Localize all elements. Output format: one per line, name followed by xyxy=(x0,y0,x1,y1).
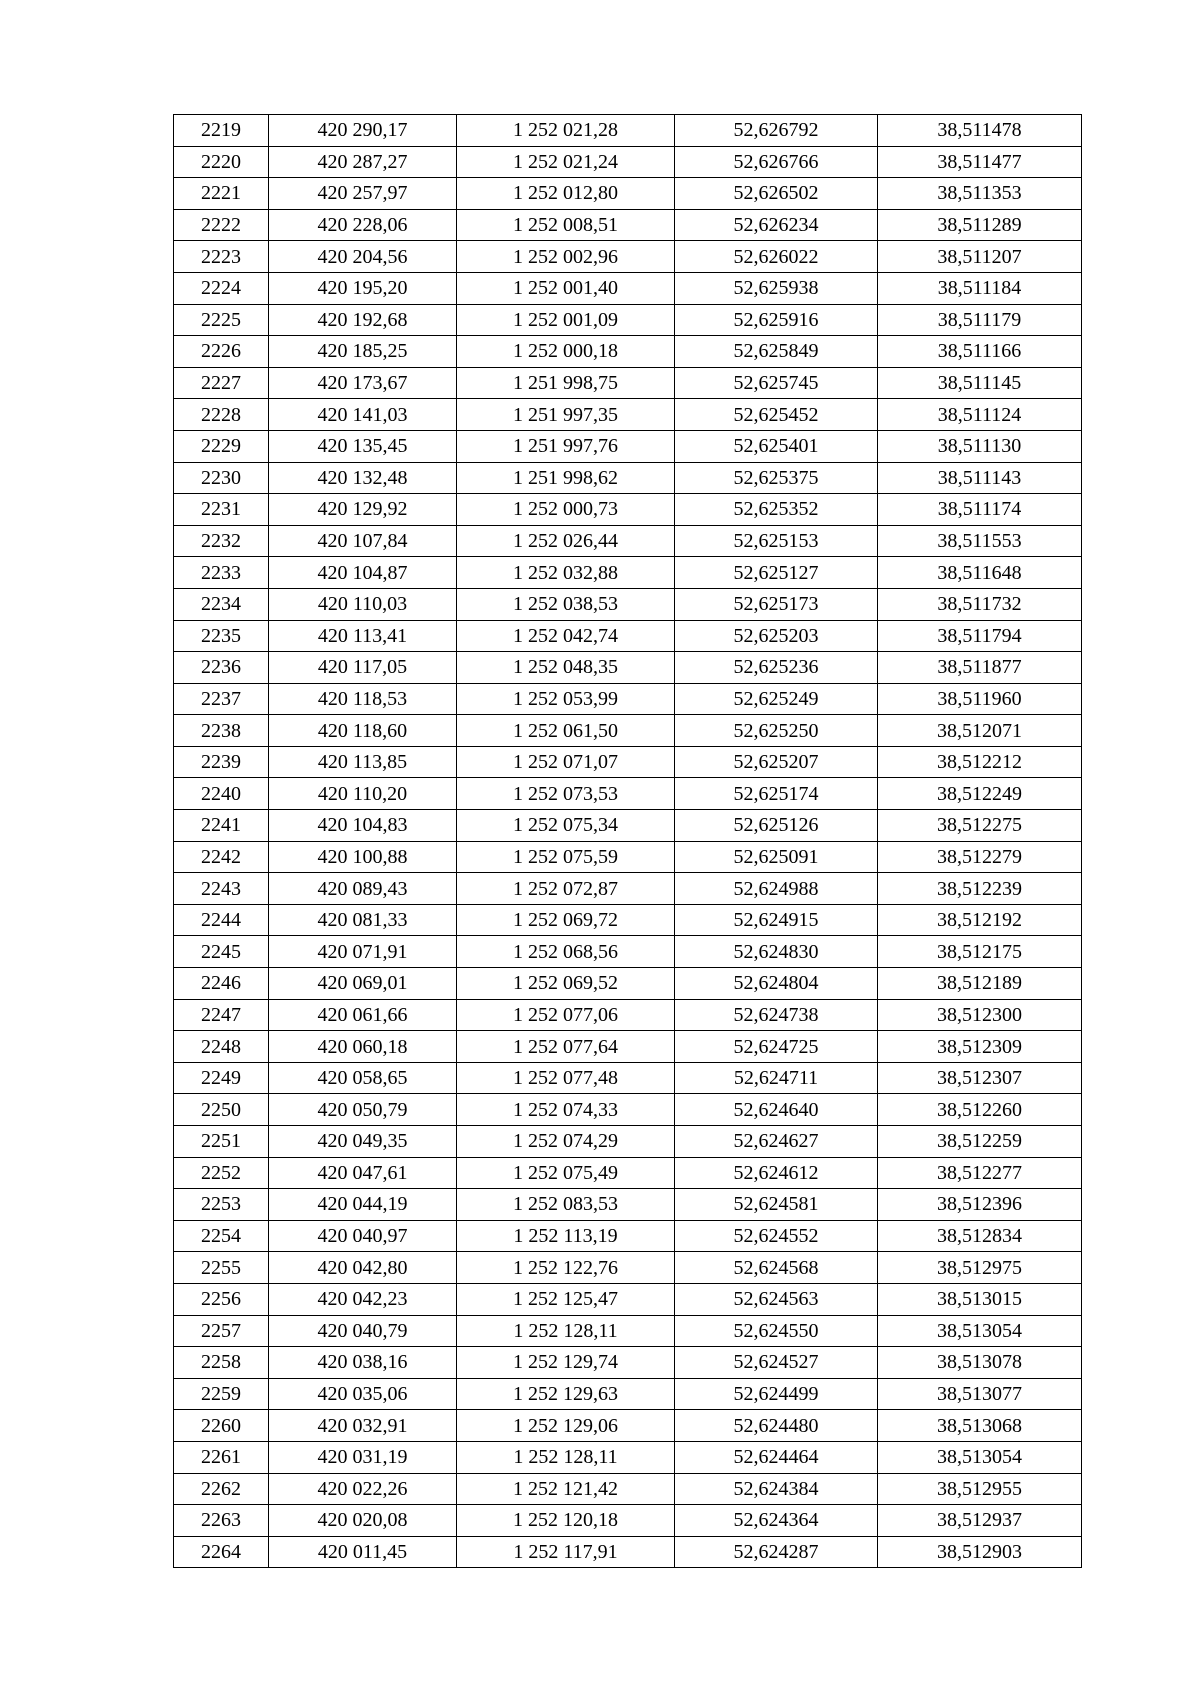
table-row xyxy=(174,873,1082,905)
table-row xyxy=(174,904,1082,936)
table-row xyxy=(174,1126,1082,1158)
x-coordinate-cell: 420 118,60 xyxy=(269,715,457,747)
table-row xyxy=(174,462,1082,494)
y-coordinate-cell: 1 252 073,53 xyxy=(457,778,675,810)
y-coordinate-cell: 1 252 048,35 xyxy=(457,652,675,684)
table-row xyxy=(174,1094,1082,1126)
latitude-cell: 52,624464 xyxy=(675,1441,878,1473)
latitude-cell: 52,624830 xyxy=(675,936,878,968)
point-number-cell: 2230 xyxy=(174,462,269,494)
latitude-cell: 52,625203 xyxy=(675,620,878,652)
longitude-cell: 38,512212 xyxy=(878,746,1082,778)
longitude-cell: 38,512071 xyxy=(878,715,1082,747)
x-coordinate-cell: 420 047,61 xyxy=(269,1157,457,1189)
point-number-cell: 2257 xyxy=(174,1315,269,1347)
table-row xyxy=(174,652,1082,684)
point-number-cell: 2241 xyxy=(174,810,269,842)
x-coordinate-cell: 420 104,83 xyxy=(269,810,457,842)
y-coordinate-cell: 1 252 075,59 xyxy=(457,841,675,873)
table-row xyxy=(174,1315,1082,1347)
y-coordinate-cell: 1 252 128,11 xyxy=(457,1315,675,1347)
table-row xyxy=(174,1473,1082,1505)
y-coordinate-cell: 1 252 072,87 xyxy=(457,873,675,905)
x-coordinate-cell: 420 031,19 xyxy=(269,1441,457,1473)
table-row xyxy=(174,494,1082,526)
point-number-cell: 2262 xyxy=(174,1473,269,1505)
table-row xyxy=(174,1441,1082,1473)
latitude-cell: 52,625207 xyxy=(675,746,878,778)
point-number-cell: 2232 xyxy=(174,525,269,557)
table-row xyxy=(174,715,1082,747)
table-row xyxy=(174,272,1082,304)
table-row xyxy=(174,778,1082,810)
y-coordinate-cell: 1 251 997,35 xyxy=(457,399,675,431)
coordinates-table-body xyxy=(174,115,1082,1568)
latitude-cell: 52,625174 xyxy=(675,778,878,810)
point-number-cell: 2240 xyxy=(174,778,269,810)
y-coordinate-cell: 1 252 012,80 xyxy=(457,178,675,210)
latitude-cell: 52,626234 xyxy=(675,209,878,241)
x-coordinate-cell: 420 204,56 xyxy=(269,241,457,273)
longitude-cell: 38,512955 xyxy=(878,1473,1082,1505)
x-coordinate-cell: 420 038,16 xyxy=(269,1347,457,1379)
y-coordinate-cell: 1 252 026,44 xyxy=(457,525,675,557)
latitude-cell: 52,624988 xyxy=(675,873,878,905)
latitude-cell: 52,624711 xyxy=(675,1062,878,1094)
x-coordinate-cell: 420 135,45 xyxy=(269,430,457,462)
point-number-cell: 2259 xyxy=(174,1378,269,1410)
longitude-cell: 38,512277 xyxy=(878,1157,1082,1189)
x-coordinate-cell: 420 185,25 xyxy=(269,336,457,368)
longitude-cell: 38,512175 xyxy=(878,936,1082,968)
longitude-cell: 38,512260 xyxy=(878,1094,1082,1126)
x-coordinate-cell: 420 173,67 xyxy=(269,367,457,399)
point-number-cell: 2221 xyxy=(174,178,269,210)
point-number-cell: 2239 xyxy=(174,746,269,778)
x-coordinate-cell: 420 089,43 xyxy=(269,873,457,905)
point-number-cell: 2226 xyxy=(174,336,269,368)
longitude-cell: 38,511166 xyxy=(878,336,1082,368)
point-number-cell: 2252 xyxy=(174,1157,269,1189)
table-row xyxy=(174,115,1082,147)
table-row xyxy=(174,336,1082,368)
y-coordinate-cell: 1 252 008,51 xyxy=(457,209,675,241)
longitude-cell: 38,512259 xyxy=(878,1126,1082,1158)
table-row xyxy=(174,841,1082,873)
longitude-cell: 38,511124 xyxy=(878,399,1082,431)
table-row xyxy=(174,367,1082,399)
latitude-cell: 52,625916 xyxy=(675,304,878,336)
latitude-cell: 52,625745 xyxy=(675,367,878,399)
table-row xyxy=(174,1536,1082,1568)
x-coordinate-cell: 420 020,08 xyxy=(269,1505,457,1537)
longitude-cell: 38,511179 xyxy=(878,304,1082,336)
latitude-cell: 52,624804 xyxy=(675,968,878,1000)
y-coordinate-cell: 1 252 075,34 xyxy=(457,810,675,842)
point-number-cell: 2263 xyxy=(174,1505,269,1537)
x-coordinate-cell: 420 022,26 xyxy=(269,1473,457,1505)
longitude-cell: 38,512239 xyxy=(878,873,1082,905)
point-number-cell: 2238 xyxy=(174,715,269,747)
y-coordinate-cell: 1 252 021,24 xyxy=(457,146,675,178)
table-row xyxy=(174,1189,1082,1221)
point-number-cell: 2255 xyxy=(174,1252,269,1284)
point-number-cell: 2227 xyxy=(174,367,269,399)
point-number-cell: 2228 xyxy=(174,399,269,431)
y-coordinate-cell: 1 252 120,18 xyxy=(457,1505,675,1537)
table-row xyxy=(174,1220,1082,1252)
latitude-cell: 52,626766 xyxy=(675,146,878,178)
point-number-cell: 2264 xyxy=(174,1536,269,1568)
point-number-cell: 2223 xyxy=(174,241,269,273)
point-number-cell: 2250 xyxy=(174,1094,269,1126)
table-row xyxy=(174,968,1082,1000)
latitude-cell: 52,624725 xyxy=(675,1031,878,1063)
x-coordinate-cell: 420 129,92 xyxy=(269,494,457,526)
longitude-cell: 38,513054 xyxy=(878,1315,1082,1347)
y-coordinate-cell: 1 252 042,74 xyxy=(457,620,675,652)
latitude-cell: 52,625352 xyxy=(675,494,878,526)
x-coordinate-cell: 420 040,79 xyxy=(269,1315,457,1347)
x-coordinate-cell: 420 107,84 xyxy=(269,525,457,557)
longitude-cell: 38,512307 xyxy=(878,1062,1082,1094)
latitude-cell: 52,625091 xyxy=(675,841,878,873)
y-coordinate-cell: 1 251 998,75 xyxy=(457,367,675,399)
longitude-cell: 38,511174 xyxy=(878,494,1082,526)
longitude-cell: 38,512396 xyxy=(878,1189,1082,1221)
longitude-cell: 38,511732 xyxy=(878,588,1082,620)
latitude-cell: 52,625375 xyxy=(675,462,878,494)
point-number-cell: 2258 xyxy=(174,1347,269,1379)
y-coordinate-cell: 1 252 074,33 xyxy=(457,1094,675,1126)
latitude-cell: 52,625127 xyxy=(675,557,878,589)
y-coordinate-cell: 1 252 053,99 xyxy=(457,683,675,715)
point-number-cell: 2242 xyxy=(174,841,269,873)
longitude-cell: 38,513015 xyxy=(878,1283,1082,1315)
x-coordinate-cell: 420 058,65 xyxy=(269,1062,457,1094)
table-row xyxy=(174,1347,1082,1379)
latitude-cell: 52,624480 xyxy=(675,1410,878,1442)
longitude-cell: 38,512975 xyxy=(878,1252,1082,1284)
longitude-cell: 38,511794 xyxy=(878,620,1082,652)
x-coordinate-cell: 420 071,91 xyxy=(269,936,457,968)
x-coordinate-cell: 420 195,20 xyxy=(269,272,457,304)
latitude-cell: 52,626022 xyxy=(675,241,878,273)
latitude-cell: 52,624915 xyxy=(675,904,878,936)
y-coordinate-cell: 1 252 069,52 xyxy=(457,968,675,1000)
table-row xyxy=(174,999,1082,1031)
y-coordinate-cell: 1 252 077,06 xyxy=(457,999,675,1031)
table-row xyxy=(174,241,1082,273)
latitude-cell: 52,624640 xyxy=(675,1094,878,1126)
y-coordinate-cell: 1 252 117,91 xyxy=(457,1536,675,1568)
x-coordinate-cell: 420 035,06 xyxy=(269,1378,457,1410)
point-number-cell: 2233 xyxy=(174,557,269,589)
x-coordinate-cell: 420 110,03 xyxy=(269,588,457,620)
y-coordinate-cell: 1 252 129,74 xyxy=(457,1347,675,1379)
latitude-cell: 52,624581 xyxy=(675,1189,878,1221)
point-number-cell: 2237 xyxy=(174,683,269,715)
table-row xyxy=(174,209,1082,241)
latitude-cell: 52,625153 xyxy=(675,525,878,557)
x-coordinate-cell: 420 069,01 xyxy=(269,968,457,1000)
y-coordinate-cell: 1 252 083,53 xyxy=(457,1189,675,1221)
point-number-cell: 2220 xyxy=(174,146,269,178)
table-row xyxy=(174,1031,1082,1063)
longitude-cell: 38,513068 xyxy=(878,1410,1082,1442)
y-coordinate-cell: 1 252 074,29 xyxy=(457,1126,675,1158)
y-coordinate-cell: 1 252 121,42 xyxy=(457,1473,675,1505)
longitude-cell: 38,511648 xyxy=(878,557,1082,589)
longitude-cell: 38,511960 xyxy=(878,683,1082,715)
table-row xyxy=(174,1283,1082,1315)
point-number-cell: 2256 xyxy=(174,1283,269,1315)
x-coordinate-cell: 420 100,88 xyxy=(269,841,457,873)
y-coordinate-cell: 1 252 032,88 xyxy=(457,557,675,589)
longitude-cell: 38,511130 xyxy=(878,430,1082,462)
latitude-cell: 52,624738 xyxy=(675,999,878,1031)
point-number-cell: 2236 xyxy=(174,652,269,684)
x-coordinate-cell: 420 042,80 xyxy=(269,1252,457,1284)
latitude-cell: 52,624527 xyxy=(675,1347,878,1379)
x-coordinate-cell: 420 110,20 xyxy=(269,778,457,810)
x-coordinate-cell: 420 044,19 xyxy=(269,1189,457,1221)
point-number-cell: 2231 xyxy=(174,494,269,526)
y-coordinate-cell: 1 252 113,19 xyxy=(457,1220,675,1252)
latitude-cell: 52,626502 xyxy=(675,178,878,210)
x-coordinate-cell: 420 287,27 xyxy=(269,146,457,178)
y-coordinate-cell: 1 252 128,11 xyxy=(457,1441,675,1473)
longitude-cell: 38,512903 xyxy=(878,1536,1082,1568)
longitude-cell: 38,513078 xyxy=(878,1347,1082,1379)
longitude-cell: 38,512300 xyxy=(878,999,1082,1031)
point-number-cell: 2225 xyxy=(174,304,269,336)
longitude-cell: 38,512192 xyxy=(878,904,1082,936)
point-number-cell: 2249 xyxy=(174,1062,269,1094)
table-row xyxy=(174,557,1082,589)
latitude-cell: 52,625849 xyxy=(675,336,878,368)
x-coordinate-cell: 420 104,87 xyxy=(269,557,457,589)
y-coordinate-cell: 1 251 998,62 xyxy=(457,462,675,494)
x-coordinate-cell: 420 011,45 xyxy=(269,1536,457,1568)
longitude-cell: 38,511478 xyxy=(878,115,1082,147)
x-coordinate-cell: 420 257,97 xyxy=(269,178,457,210)
latitude-cell: 52,625938 xyxy=(675,272,878,304)
y-coordinate-cell: 1 252 075,49 xyxy=(457,1157,675,1189)
point-number-cell: 2235 xyxy=(174,620,269,652)
y-coordinate-cell: 1 252 129,06 xyxy=(457,1410,675,1442)
point-number-cell: 2246 xyxy=(174,968,269,1000)
point-number-cell: 2261 xyxy=(174,1441,269,1473)
x-coordinate-cell: 420 290,17 xyxy=(269,115,457,147)
longitude-cell: 38,512249 xyxy=(878,778,1082,810)
y-coordinate-cell: 1 252 071,07 xyxy=(457,746,675,778)
latitude-cell: 52,626792 xyxy=(675,115,878,147)
x-coordinate-cell: 420 081,33 xyxy=(269,904,457,936)
x-coordinate-cell: 420 113,41 xyxy=(269,620,457,652)
y-coordinate-cell: 1 252 068,56 xyxy=(457,936,675,968)
table-row xyxy=(174,1157,1082,1189)
longitude-cell: 38,512834 xyxy=(878,1220,1082,1252)
x-coordinate-cell: 420 042,23 xyxy=(269,1283,457,1315)
point-number-cell: 2247 xyxy=(174,999,269,1031)
point-number-cell: 2254 xyxy=(174,1220,269,1252)
x-coordinate-cell: 420 192,68 xyxy=(269,304,457,336)
y-coordinate-cell: 1 252 125,47 xyxy=(457,1283,675,1315)
table-row xyxy=(174,178,1082,210)
y-coordinate-cell: 1 252 122,76 xyxy=(457,1252,675,1284)
y-coordinate-cell: 1 251 997,76 xyxy=(457,430,675,462)
longitude-cell: 38,511877 xyxy=(878,652,1082,684)
latitude-cell: 52,625173 xyxy=(675,588,878,620)
x-coordinate-cell: 420 228,06 xyxy=(269,209,457,241)
longitude-cell: 38,513077 xyxy=(878,1378,1082,1410)
x-coordinate-cell: 420 050,79 xyxy=(269,1094,457,1126)
point-number-cell: 2219 xyxy=(174,115,269,147)
point-number-cell: 2234 xyxy=(174,588,269,620)
x-coordinate-cell: 420 061,66 xyxy=(269,999,457,1031)
latitude-cell: 52,625126 xyxy=(675,810,878,842)
longitude-cell: 38,513054 xyxy=(878,1441,1082,1473)
table-row xyxy=(174,1378,1082,1410)
table-row xyxy=(174,683,1082,715)
x-coordinate-cell: 420 117,05 xyxy=(269,652,457,684)
latitude-cell: 52,624563 xyxy=(675,1283,878,1315)
y-coordinate-cell: 1 252 069,72 xyxy=(457,904,675,936)
longitude-cell: 38,512275 xyxy=(878,810,1082,842)
latitude-cell: 52,625401 xyxy=(675,430,878,462)
latitude-cell: 52,625250 xyxy=(675,715,878,747)
table-row xyxy=(174,304,1082,336)
point-number-cell: 2243 xyxy=(174,873,269,905)
table-row xyxy=(174,588,1082,620)
y-coordinate-cell: 1 252 000,73 xyxy=(457,494,675,526)
longitude-cell: 38,511353 xyxy=(878,178,1082,210)
x-coordinate-cell: 420 118,53 xyxy=(269,683,457,715)
x-coordinate-cell: 420 141,03 xyxy=(269,399,457,431)
latitude-cell: 52,624568 xyxy=(675,1252,878,1284)
latitude-cell: 52,625452 xyxy=(675,399,878,431)
latitude-cell: 52,624550 xyxy=(675,1315,878,1347)
y-coordinate-cell: 1 252 000,18 xyxy=(457,336,675,368)
y-coordinate-cell: 1 252 129,63 xyxy=(457,1378,675,1410)
point-number-cell: 2251 xyxy=(174,1126,269,1158)
longitude-cell: 38,512189 xyxy=(878,968,1082,1000)
table-row xyxy=(174,936,1082,968)
latitude-cell: 52,624287 xyxy=(675,1536,878,1568)
x-coordinate-cell: 420 060,18 xyxy=(269,1031,457,1063)
y-coordinate-cell: 1 252 021,28 xyxy=(457,115,675,147)
latitude-cell: 52,624364 xyxy=(675,1505,878,1537)
point-number-cell: 2248 xyxy=(174,1031,269,1063)
point-number-cell: 2245 xyxy=(174,936,269,968)
y-coordinate-cell: 1 252 038,53 xyxy=(457,588,675,620)
table-row xyxy=(174,399,1082,431)
latitude-cell: 52,624384 xyxy=(675,1473,878,1505)
x-coordinate-cell: 420 032,91 xyxy=(269,1410,457,1442)
point-number-cell: 2224 xyxy=(174,272,269,304)
latitude-cell: 52,624612 xyxy=(675,1157,878,1189)
longitude-cell: 38,511145 xyxy=(878,367,1082,399)
table-row xyxy=(174,810,1082,842)
y-coordinate-cell: 1 252 077,64 xyxy=(457,1031,675,1063)
table-row xyxy=(174,746,1082,778)
latitude-cell: 52,624552 xyxy=(675,1220,878,1252)
longitude-cell: 38,511184 xyxy=(878,272,1082,304)
y-coordinate-cell: 1 252 061,50 xyxy=(457,715,675,747)
longitude-cell: 38,511553 xyxy=(878,525,1082,557)
table-row xyxy=(174,525,1082,557)
longitude-cell: 38,511143 xyxy=(878,462,1082,494)
table-row xyxy=(174,430,1082,462)
x-coordinate-cell: 420 040,97 xyxy=(269,1220,457,1252)
table-row xyxy=(174,1410,1082,1442)
longitude-cell: 38,512279 xyxy=(878,841,1082,873)
y-coordinate-cell: 1 252 001,40 xyxy=(457,272,675,304)
longitude-cell: 38,511477 xyxy=(878,146,1082,178)
latitude-cell: 52,625236 xyxy=(675,652,878,684)
longitude-cell: 38,511207 xyxy=(878,241,1082,273)
latitude-cell: 52,624627 xyxy=(675,1126,878,1158)
y-coordinate-cell: 1 252 002,96 xyxy=(457,241,675,273)
x-coordinate-cell: 420 049,35 xyxy=(269,1126,457,1158)
longitude-cell: 38,512309 xyxy=(878,1031,1082,1063)
coordinates-table xyxy=(173,114,1082,1568)
latitude-cell: 52,625249 xyxy=(675,683,878,715)
longitude-cell: 38,512937 xyxy=(878,1505,1082,1537)
x-coordinate-cell: 420 132,48 xyxy=(269,462,457,494)
point-number-cell: 2222 xyxy=(174,209,269,241)
point-number-cell: 2260 xyxy=(174,1410,269,1442)
table-row xyxy=(174,620,1082,652)
table-row xyxy=(174,1252,1082,1284)
point-number-cell: 2244 xyxy=(174,904,269,936)
y-coordinate-cell: 1 252 077,48 xyxy=(457,1062,675,1094)
latitude-cell: 52,624499 xyxy=(675,1378,878,1410)
y-coordinate-cell: 1 252 001,09 xyxy=(457,304,675,336)
point-number-cell: 2253 xyxy=(174,1189,269,1221)
table-row xyxy=(174,1062,1082,1094)
longitude-cell: 38,511289 xyxy=(878,209,1082,241)
x-coordinate-cell: 420 113,85 xyxy=(269,746,457,778)
table-row xyxy=(174,146,1082,178)
table-row xyxy=(174,1505,1082,1537)
point-number-cell: 2229 xyxy=(174,430,269,462)
